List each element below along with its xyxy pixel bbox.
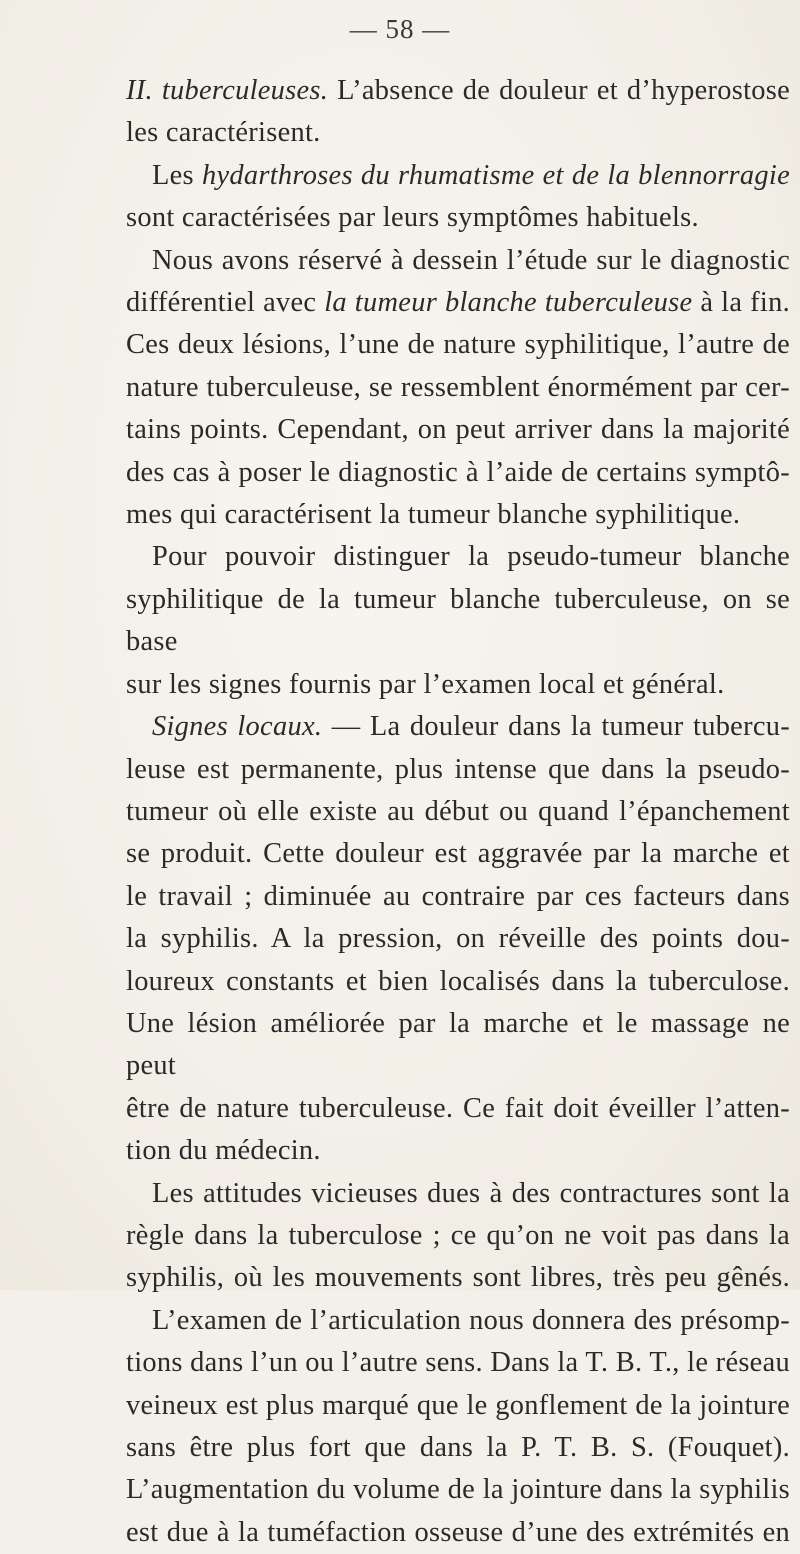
text-line — [126, 240, 790, 282]
line-text: le travail ; diminuée au contraire par ces facteurs dans — [126, 880, 790, 912]
body-text — [126, 70, 790, 1554]
text-line — [126, 1003, 790, 1088]
italic-phrase: la tumeur blanche tuberculeuse — [324, 287, 693, 319]
line-text: nature tuberculeuse, se ressemblent énormément par cer- — [126, 371, 790, 403]
text-line — [126, 791, 790, 833]
line-text: Nous avons réservé à dessein l’étude sur le diagnostic — [152, 244, 790, 276]
text-line — [126, 70, 790, 112]
line-text: règle dans la tuberculose ; ce qu’on ne voit pas dans la — [126, 1219, 790, 1251]
text-line — [126, 1427, 790, 1469]
text-line — [126, 155, 790, 197]
line-prefix: Les — [152, 159, 202, 191]
line-text: la syphilis. A la pression, on réveille des points dou- — [126, 923, 790, 955]
line-text: se produit. Cette douleur est aggravée par la marche et — [126, 838, 790, 870]
line-text: leuse est permanente, plus intense que dans la pseudo- — [126, 753, 790, 785]
text-line — [126, 1469, 790, 1511]
text-line — [126, 1512, 790, 1554]
text-line — [126, 1130, 790, 1172]
text-line — [126, 1385, 790, 1427]
page-number: — 58 — — [349, 14, 451, 44]
text-line — [126, 1342, 790, 1384]
text-line — [126, 1257, 790, 1299]
paragraph — [126, 1173, 790, 1554]
line-text: tains points. Cependant, on peut arriver dans la majorité — [126, 414, 790, 446]
line-text: L’augmentation du volume de la jointure dans la syphilis — [126, 1474, 790, 1506]
line-text: Une lésion améliorée par la marche et le massage ne peut — [126, 1007, 790, 1082]
line-text: Ces deux lésions, l’une de nature syphilitique, l’autre de — [126, 329, 790, 361]
line-text: des cas à poser le diagnostic à l’aide de certains symptô- — [126, 456, 790, 488]
line-text: sans être plus fort que dans la P. T. B. S. (Fouquet). — [126, 1432, 790, 1463]
line-text: Les attitudes vicieuses dues à des contractures sont la — [152, 1177, 790, 1209]
line-text: syphilitique de la tumeur blanche tuberculeuse, on se base — [126, 583, 790, 658]
line-text: L’examen de l’articulation nous donnera des présomp- — [152, 1304, 790, 1336]
line-text: tion du médecin. — [126, 1135, 321, 1167]
paragraph — [126, 70, 790, 155]
text-line — [126, 324, 790, 366]
text-line — [126, 1215, 790, 1257]
text-line — [126, 112, 790, 154]
text-line — [126, 961, 790, 1003]
text-line — [126, 833, 790, 875]
italic-phrase: II. tuberculeuses. — [126, 75, 329, 106]
text-line — [126, 1173, 790, 1215]
text-line — [126, 579, 790, 664]
line-text: syphilis, où les mouvements sont libres, très peu gênés. — [126, 1262, 790, 1294]
text-line — [126, 452, 790, 494]
line-text: — La douleur dans la tumeur tubercu- — [322, 711, 790, 743]
line-text: les caractérisent. — [126, 117, 321, 149]
text-line — [126, 918, 790, 960]
line-text: sont caractérisées par leurs symptômes habituels. — [126, 202, 699, 234]
line-prefix: différentiel avec — [126, 287, 325, 319]
paragraph — [126, 706, 790, 1172]
paragraph — [126, 536, 790, 706]
line-text: être de nature tuberculeuse. Ce fait doit éveiller l’atten- — [126, 1092, 790, 1124]
line-text: est due à la tuméfaction osseuse d’une des extrémités en — [126, 1516, 790, 1548]
line-text: tumeur où elle existe au début ou quand l’épanchement — [126, 795, 790, 827]
text-line — [126, 282, 790, 324]
paragraph — [126, 240, 790, 537]
line-text: Pour pouvoir distinguer la pseudo-tumeur blanche — [152, 541, 790, 573]
line-text: L’absence de douleur et d’hyperostose — [328, 75, 791, 106]
text-line — [126, 367, 790, 409]
text-line — [126, 409, 790, 451]
text-line — [126, 706, 790, 748]
text-line — [126, 749, 790, 791]
text-line — [126, 1088, 790, 1130]
text-line — [126, 536, 790, 578]
text-line — [126, 876, 790, 918]
italic-phrase: Signes locaux. — [152, 711, 323, 743]
text-line — [126, 1300, 790, 1342]
line-text: sur les signes fournis par l’examen local et général. — [126, 668, 725, 700]
line-text: tions dans l’un ou l’autre sens. Dans la T. B. T., le réseau — [126, 1347, 790, 1379]
text-line — [126, 494, 790, 536]
text-line — [126, 197, 790, 239]
italic-phrase: hydarthroses du rhumatisme et de la blennorragie — [202, 159, 790, 191]
text-line — [126, 664, 790, 706]
line-text: veineux est plus marqué que le gonflement de la jointure — [126, 1389, 790, 1421]
paragraph — [126, 155, 790, 240]
line-text: mes qui caractérisent la tumeur blanche syphilitique. — [126, 499, 741, 531]
line-text: loureux constants et bien localisés dans la tuberculose. — [126, 965, 790, 997]
line-text: à la fin. — [692, 287, 790, 319]
